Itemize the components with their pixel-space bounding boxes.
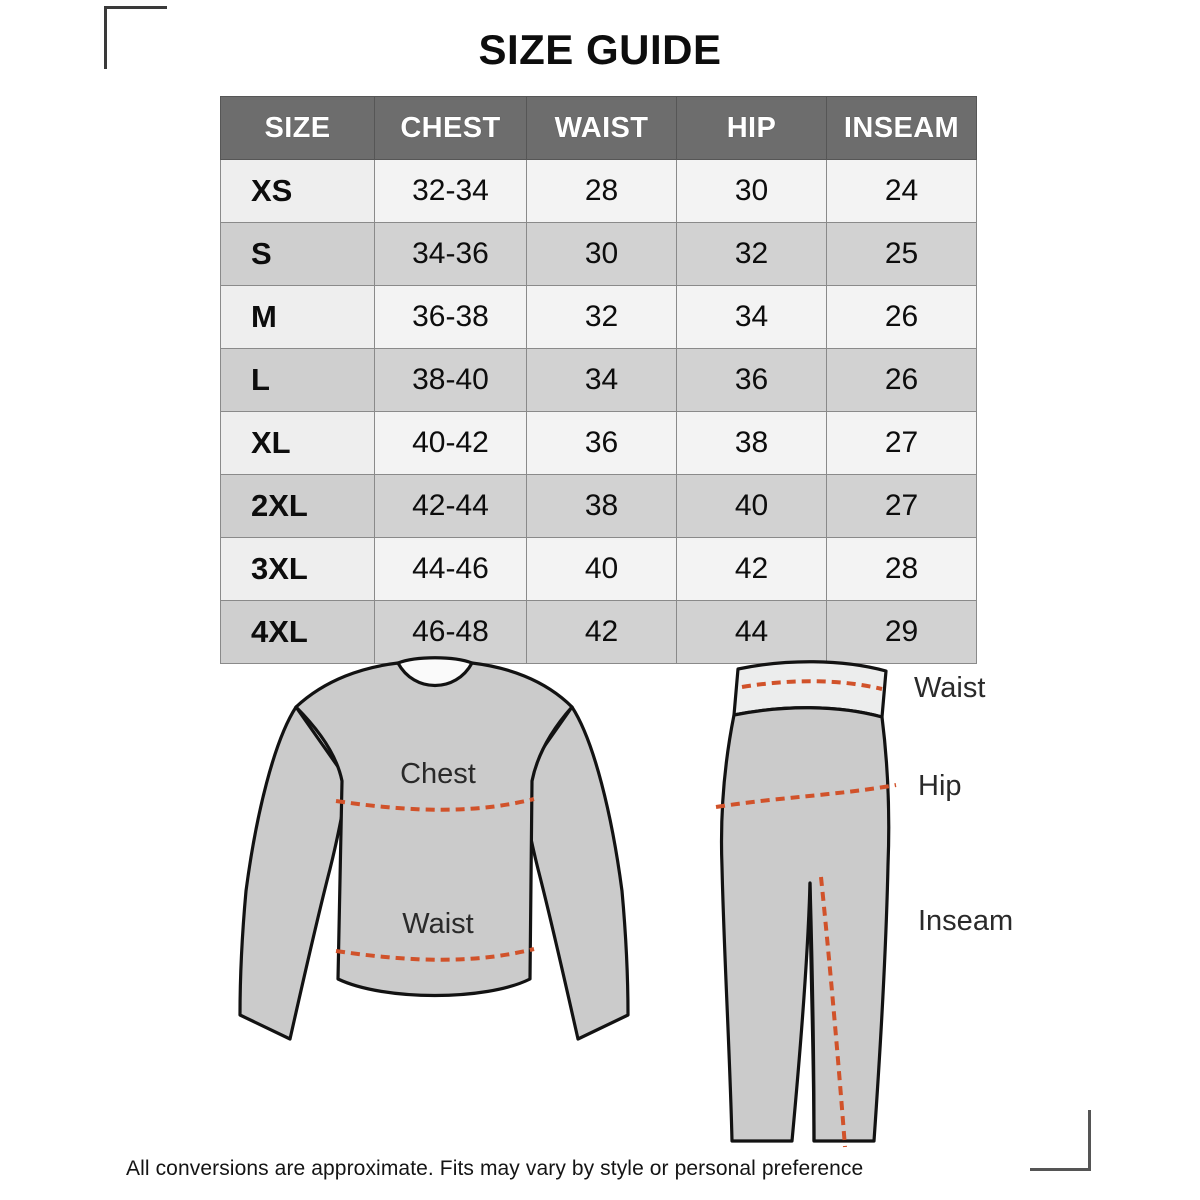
pants-illustration xyxy=(690,655,1040,1155)
cell-hip: 34 xyxy=(677,286,827,349)
cell-inseam: 24 xyxy=(827,160,977,223)
table-row xyxy=(221,160,977,223)
cell-inseam: 26 xyxy=(827,349,977,412)
cell-waist: 36 xyxy=(527,412,677,475)
cell-hip: 38 xyxy=(677,412,827,475)
cell-size: 4XL xyxy=(221,601,375,664)
cell-size: 3XL xyxy=(221,538,375,601)
column-header-inseam: INSEAM xyxy=(827,97,977,160)
cell-size: S xyxy=(221,223,375,286)
cell-waist: 42 xyxy=(527,601,677,664)
cell-size: 2XL xyxy=(221,475,375,538)
cell-hip: 30 xyxy=(677,160,827,223)
cell-hip: 42 xyxy=(677,538,827,601)
cell-chest: 34-36 xyxy=(375,223,527,286)
cell-inseam: 29 xyxy=(827,601,977,664)
cell-size: XL xyxy=(221,412,375,475)
table-row xyxy=(221,286,977,349)
size-guide-table-container xyxy=(220,96,976,664)
table-body xyxy=(221,160,977,664)
cell-inseam: 26 xyxy=(827,286,977,349)
cell-hip: 36 xyxy=(677,349,827,412)
cell-chest: 42-44 xyxy=(375,475,527,538)
cell-waist: 38 xyxy=(527,475,677,538)
cell-waist: 30 xyxy=(527,223,677,286)
pants-hip-label: Hip xyxy=(918,770,962,802)
cell-inseam: 25 xyxy=(827,223,977,286)
cell-hip: 40 xyxy=(677,475,827,538)
shirt-illustration xyxy=(238,655,638,1075)
cell-chest: 46-48 xyxy=(375,601,527,664)
cell-hip: 44 xyxy=(677,601,827,664)
shirt-chest-label: Chest xyxy=(400,758,476,790)
table-header-row xyxy=(221,97,977,160)
cell-waist: 34 xyxy=(527,349,677,412)
page-title: SIZE GUIDE xyxy=(478,26,722,73)
table-row xyxy=(221,538,977,601)
cell-size: L xyxy=(221,349,375,412)
table-row xyxy=(221,223,977,286)
pants-inseam-label: Inseam xyxy=(918,905,1014,937)
cell-inseam: 28 xyxy=(827,538,977,601)
table-row xyxy=(221,349,977,412)
shirt-waist-label: Waist xyxy=(402,908,474,940)
table-header xyxy=(221,97,977,160)
cell-waist: 28 xyxy=(527,160,677,223)
cell-waist: 32 xyxy=(527,286,677,349)
cell-chest: 36-38 xyxy=(375,286,527,349)
column-header-waist: WAIST xyxy=(527,97,677,160)
cell-size: M xyxy=(221,286,375,349)
column-header-size: SIZE xyxy=(221,97,375,160)
cell-size: XS xyxy=(221,160,375,223)
cell-chest: 40-42 xyxy=(375,412,527,475)
garment-illustrations xyxy=(0,655,1200,1125)
pants-waist-label: Waist xyxy=(914,672,986,704)
size-guide-table xyxy=(220,96,977,664)
cell-inseam: 27 xyxy=(827,412,977,475)
column-header-chest: CHEST xyxy=(375,97,527,160)
table-row xyxy=(221,412,977,475)
cell-inseam: 27 xyxy=(827,475,977,538)
pants-body xyxy=(722,708,889,1141)
column-header-hip: HIP xyxy=(677,97,827,160)
cell-waist: 40 xyxy=(527,538,677,601)
cell-hip: 32 xyxy=(677,223,827,286)
table-row xyxy=(221,475,977,538)
cell-chest: 44-46 xyxy=(375,538,527,601)
footer-note: All conversions are approximate. Fits may vary by style or personal preference xyxy=(126,1157,864,1180)
cell-chest: 32-34 xyxy=(375,160,527,223)
cell-chest: 38-40 xyxy=(375,349,527,412)
